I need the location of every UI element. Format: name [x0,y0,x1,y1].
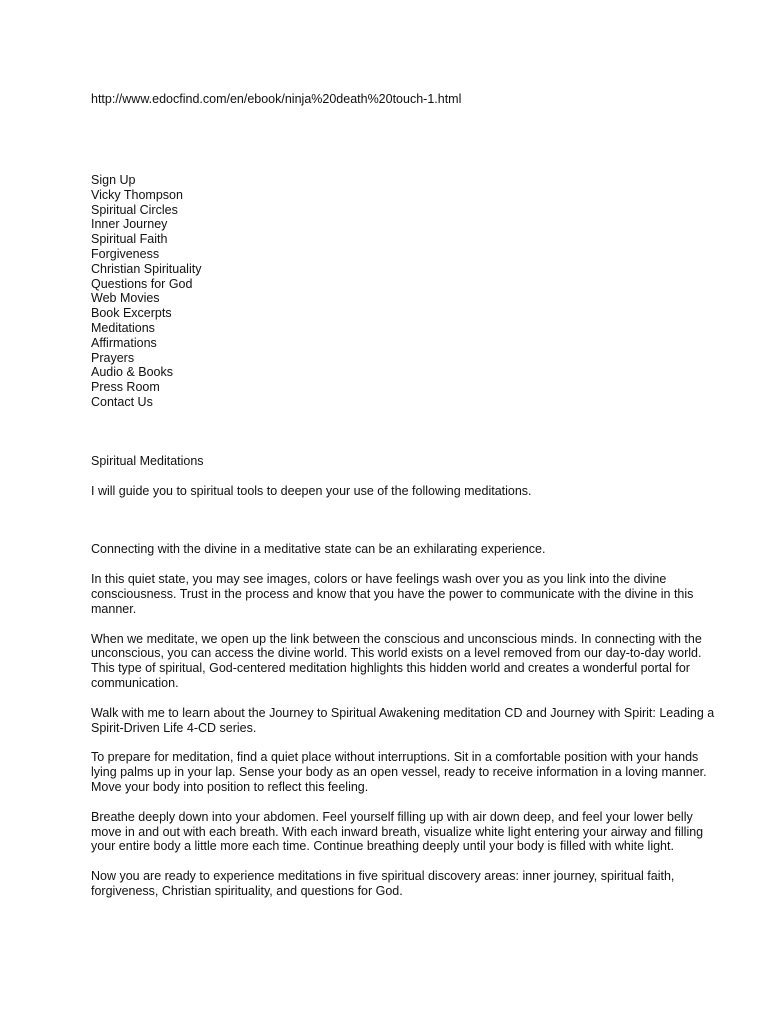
nav-item-spiritual-faith: Spiritual Faith [91,232,168,247]
nav-item-christian-spirituality: Christian Spirituality [91,261,202,276]
nav-item-prayers: Prayers [91,350,135,365]
nav-item-affirmations: Affirmations [91,335,157,350]
source-url: http://www.edocfind.com/en/ebook/ninja%20death%20touch-1.html [91,92,462,106]
body-paragraph-7: Now you are ready to experience meditations in five spiritual discovery areas: inner journey, spiritual faith, forgiveness, Christian spirituality, and questions for God. [91,869,675,898]
nav-item-press-room: Press Room [91,380,160,395]
nav-item-book-excerpts: Book Excerpts [91,306,172,321]
nav-item-forgiveness: Forgiveness [91,246,160,261]
nav-item-sign-up: Sign Up [91,173,136,187]
body-paragraph-4: Walk with me to learn about the Journey to Spiritual Awakening meditation CD and Journey with Spirit: Leading a Spirit-Driven Life 4-CD series. [91,705,715,735]
nav-item-questions-for-god: Questions for God [91,276,193,291]
nav-item-audio-books: Audio & Books [91,365,173,380]
nav-item-meditations: Meditations [91,320,155,335]
intro-paragraph: I will guide you to spiritual tools to deepen your use of the following meditations. [91,483,532,498]
nav-item-vicky-thompson: Vicky Thompson [91,187,183,202]
nav-item-web-movies: Web Movies [91,291,160,306]
nav-link-list [91,173,721,410]
nav-item-inner-journey: Inner Journey [91,217,168,232]
document-page [91,92,721,899]
body-paragraph-2: In this quiet state, you may see images, colors or have feelings wash over you as you link into the divine consciousness. Trust in the process and know that you have the power to communicate with the divine in this manner. [91,572,694,616]
body-paragraph-6: Breathe deeply down into your abdomen. Feel yourself filling up with air down deep, and feel your lower belly move in and out with each breath. With each inward breath, visualize white light entering your airway and filling your entire body a little more each time. Continue breathing deeply until your body is filled with white light. [91,809,704,854]
nav-item-contact-us: Contact Us [91,394,153,409]
body-paragraph-1: Connecting with the divine in a meditative state can be an exhilarating experience. [91,542,546,557]
nav-item-spiritual-circles: Spiritual Circles [91,202,178,217]
body-paragraph-3: When we meditate, we open up the link between the conscious and unconscious minds. In connecting with the unconscious, you can access the divine world. This world exists on a level removed from our day-to-day world. This type of spiritual, God-centered meditation highlights this hidden world and creates a wonderful portal for communication. [91,631,702,690]
section-heading: Spiritual Meditations [91,453,204,468]
body-paragraph-5: To prepare for meditation, find a quiet place without interruptions. Sit in a comfortable position with your hands lying palms up in your lap. Sense your body as an open vessel, ready to receive information in a loving manner. Move your body into position to reflect this feeling. [91,750,707,794]
